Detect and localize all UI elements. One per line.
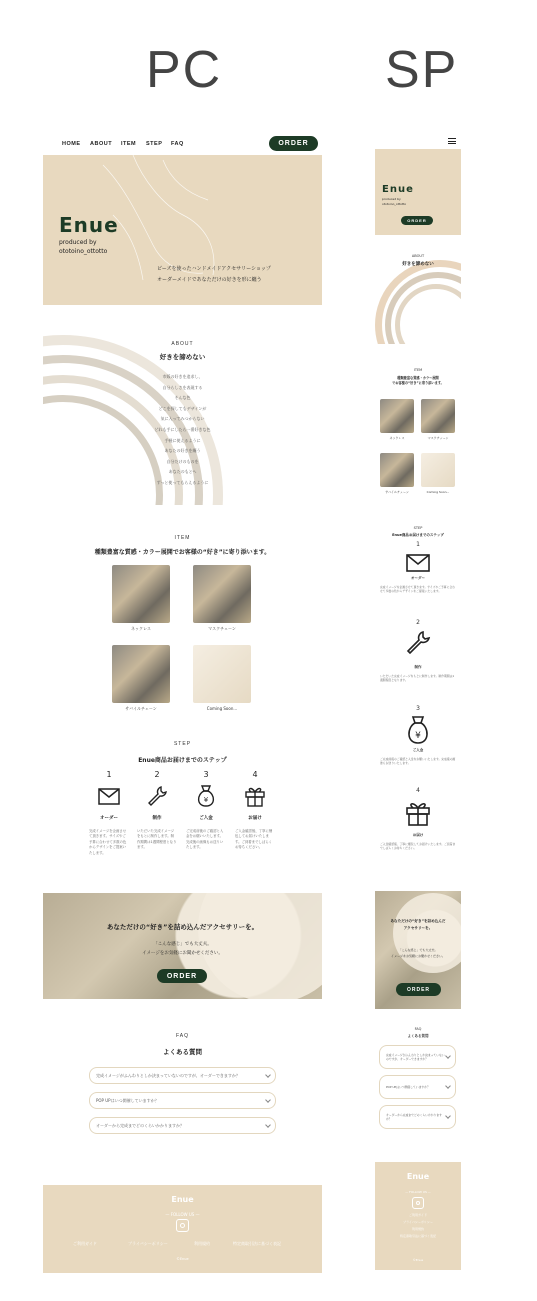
step-number: 2 [154,770,160,779]
footer-link-terms[interactable]: 利用規約 [194,1241,210,1246]
sp-hero [375,149,461,235]
faq-question-2[interactable]: POP UPはいつ開催していますか？ [89,1092,276,1109]
hero-logo: Enue [59,213,119,237]
hero-produced-by: produced by [59,239,97,246]
sp-about-label: ABOUT [411,254,425,258]
cta-order-button[interactable]: ORDER [157,969,207,983]
footer-logo: Enue [171,1195,194,1204]
sp-cta-line-1: 「こんな感じ」でも大丈夫。 [398,948,438,952]
step-name: お届け [248,816,262,821]
cta-line-1: 「こんな感じ」でも大丈夫。 [153,942,212,947]
nav-faq[interactable]: FAQ [171,141,184,147]
money-bag-icon [405,715,431,745]
footer-section [43,1185,322,1273]
sp-faq-question-1[interactable]: 完成イメージがふんわりとしか決まっていないのですが、オーダーできますか？ [379,1045,456,1069]
pc-label: PC [146,41,223,99]
hero-tagline-1: ビーズを使ったハンドメイドアクセサリーショップ [157,266,271,272]
item-photo-mask-chain[interactable] [193,565,251,623]
nav-step[interactable]: STEP [146,141,163,147]
sp-step-desc: 完成イメージを企画させて頂きます。サイズやご予算に合わせて多数の色からデザインをご提案いたします。 [380,585,455,594]
step-title: Enue商品お届けまでのステップ [138,757,227,764]
money-bag-icon [195,784,217,808]
cta-line-2: イメージをお気軽にお聞かせください。 [142,951,223,956]
sp-cta-title-2: アクセサリーを。 [403,926,433,930]
faq-question-3[interactable]: オーダーから完成までどのくらいかかりますか？ [89,1117,276,1134]
step-name: ご入金 [199,816,213,821]
item-photo-survival-chain[interactable] [112,645,170,703]
sp-item-caption: サバイルチェーン [385,490,409,494]
sp-about-title: 好きを諦めない [402,262,434,267]
sp-step-name: オーダー [411,576,425,580]
sp-footer-logo: Enue [406,1172,430,1181]
step-name: 制作 [152,816,162,821]
sp-hero-order-button[interactable]: ORDER [401,216,433,225]
sp-footer-link-privacy[interactable]: プライバシーポリシー [403,1220,433,1224]
sp-step-number: 1 [416,541,420,548]
envelope-icon [406,553,430,573]
item-caption: Coming Soon... [206,706,238,711]
item-photo-necklace[interactable] [112,565,170,623]
sp-producer: ototoino_ottotto [382,202,407,206]
sp-produced-by: produced by [382,197,401,201]
item-coming-soon [193,645,251,703]
svg-text:¥: ¥ [415,731,421,741]
chevron-down-icon [265,1072,271,1078]
step-desc: ご完成前後のご確認と入金をお願いいたします。完成後の画像もお送りいたします。 [186,829,224,850]
sp-item-photo[interactable] [380,399,414,433]
sp-item-caption: ネックレス [389,436,405,440]
step-label: STEP [173,741,192,747]
chevron-down-icon [445,1113,451,1119]
item-title: 種類豊富な質感・カラー展開でお客様の“好き”に寄り添います。 [94,549,271,556]
item-caption: サバイルチェーン [125,706,157,711]
sp-step-desc: いただいた完成イメージをもとに制作します。制作期間は1週間程度となります。 [380,674,455,683]
instagram-icon[interactable] [412,1197,424,1209]
sp-step-name: お届け [412,833,424,837]
sp-faq-question-2[interactable]: POP UPはいつ開催していますか？ [379,1075,456,1099]
hero-producer: ototoino_ottotto [59,248,108,255]
sp-step-name: ご入金 [412,748,424,752]
sp-faq-label: FAQ [414,1027,422,1031]
sp-faq-title: よくある質問 [407,1034,429,1038]
about-label: ABOUT [171,341,194,347]
sp-hero-logo: Enue [382,184,414,195]
sp-step-name: 制作 [414,665,422,669]
hamburger-menu-icon[interactable] [448,138,456,144]
sp-footer-link-legal[interactable]: 特定商取引法に基づく表記 [399,1234,436,1238]
sp-step-desc: ご完成前後のご確認と入金をお願いいたします。完成後の画像もお送りいたします。 [380,757,456,766]
sp-footer-link-terms[interactable]: 利用規約 [411,1227,424,1231]
step-desc: いただいた完成イメージをもとに制作します。制作期間は1週間程度となります。 [137,829,177,850]
wrench-icon [405,630,431,656]
step-name: オーダー [100,816,118,821]
nav-order-button[interactable]: ORDER [269,136,318,151]
sp-step-number: 3 [416,705,420,712]
footer-link-privacy[interactable]: プライバシーポリシー [128,1241,168,1246]
gift-icon [405,799,431,827]
about-title: 好きを諦めない [159,353,206,361]
sp-step-title: Enue商品お届けまでのステップ [392,533,444,537]
instagram-icon[interactable] [176,1219,189,1232]
sp-about [375,252,461,344]
nav-about[interactable]: ABOUT [90,141,113,147]
sp-footer-follow: — FOLLOW US — [405,1190,431,1194]
chevron-down-icon [265,1122,271,1128]
sp-step-desc: ご入金確認後、丁寧に梱包してお届けいたします。ご到着までしばらくお待ちください。 [380,842,456,851]
sp-footer-copyright: ©Enue [412,1258,424,1262]
faq-question-1[interactable]: 完成イメージがふんわりとしか決まっていないのですが、オーダーできますか？ [89,1067,276,1084]
sp-step-number: 4 [416,787,420,794]
sp-footer [375,1162,461,1270]
svg-text:¥: ¥ [203,796,209,804]
sp-cta-line-2: イメージをお気軽にお聞かせください。 [391,954,445,958]
wrench-icon [146,785,168,807]
hero-tagline-2: オーダーメイドであなただけの好きを形に纏う [157,277,262,283]
item-caption: マスクチェーン [208,626,236,631]
cta-title: あなただけの“好き”を詰め込んだアクセサリーを。 [106,923,259,931]
cta-section [43,893,322,999]
sp-label: SP [385,41,459,99]
sp-item-coming-soon [421,453,455,487]
nav-home[interactable]: HOME [62,141,81,147]
step-desc: 完成イメージを企画させて頂きます。サイズやご予算に合わせて多数の色からデザインをご提案いたします。 [89,829,127,855]
step-number: 4 [252,770,258,779]
sp-item-caption: マスクチェーン [427,436,449,440]
step-number: 3 [203,770,209,779]
step-desc: ご入金確認後、丁寧に梱包してお届けいたします。ご到着までしばらくお待ちください。 [235,829,273,850]
envelope-icon [98,787,120,805]
step-number: 1 [106,770,112,779]
footer-link-guide[interactable]: ご利用ガイド [73,1241,97,1246]
sp-item-title-2: でお客様の“好き”に寄り添います。 [392,381,444,385]
sp-item-photo[interactable] [421,399,455,433]
sp-cta-order-button[interactable]: ORDER [396,983,441,996]
sp-item-caption: Coming Soon... [426,490,450,494]
sp-item-title-1: 種類豊富な質感・カラー展開 [397,376,439,380]
sp-footer-link-guide[interactable]: ご利用ガイド [409,1213,427,1217]
sp-step-label: STEP [413,526,423,530]
footer-link-legal[interactable]: 特定商取引法に基づく表記 [233,1241,281,1246]
sp-item-photo[interactable] [380,453,414,487]
item-label: ITEM [174,535,191,541]
chevron-down-icon [265,1097,271,1103]
chevron-down-icon [445,1083,451,1089]
footer-follow: — FOLLOW US — [165,1212,200,1217]
nav-item[interactable]: ITEM [121,141,137,147]
footer-copyright: ©Enue [176,1257,189,1261]
sp-step-number: 2 [416,619,420,626]
faq-label: FAQ [175,1033,189,1039]
about-text: 市販の好きを追求し、 自分らしさを表現する そんな色 どこを探してもデザインが 気に入ってみつからない どれも手にしたら一番好きな色 手軽に使えるように あなたの好きを纏う 自分だけのものを あなたのもとへ ずっと使ってもらえるように [154,374,211,485]
chevron-down-icon [445,1053,451,1059]
faq-title: よくある質問 [163,1048,202,1056]
sp-cta-title-1: あなただけの“好き”を詰め込んだ [390,919,446,923]
sp-faq-question-3[interactable]: オーダーから完成までどのくらいかかりますか？ [379,1105,456,1129]
hero-section [43,155,322,305]
gift-icon [244,784,266,808]
item-caption: ネックレス [131,626,151,631]
sp-cta [375,891,461,1009]
sp-item-label: ITEM [413,368,423,372]
